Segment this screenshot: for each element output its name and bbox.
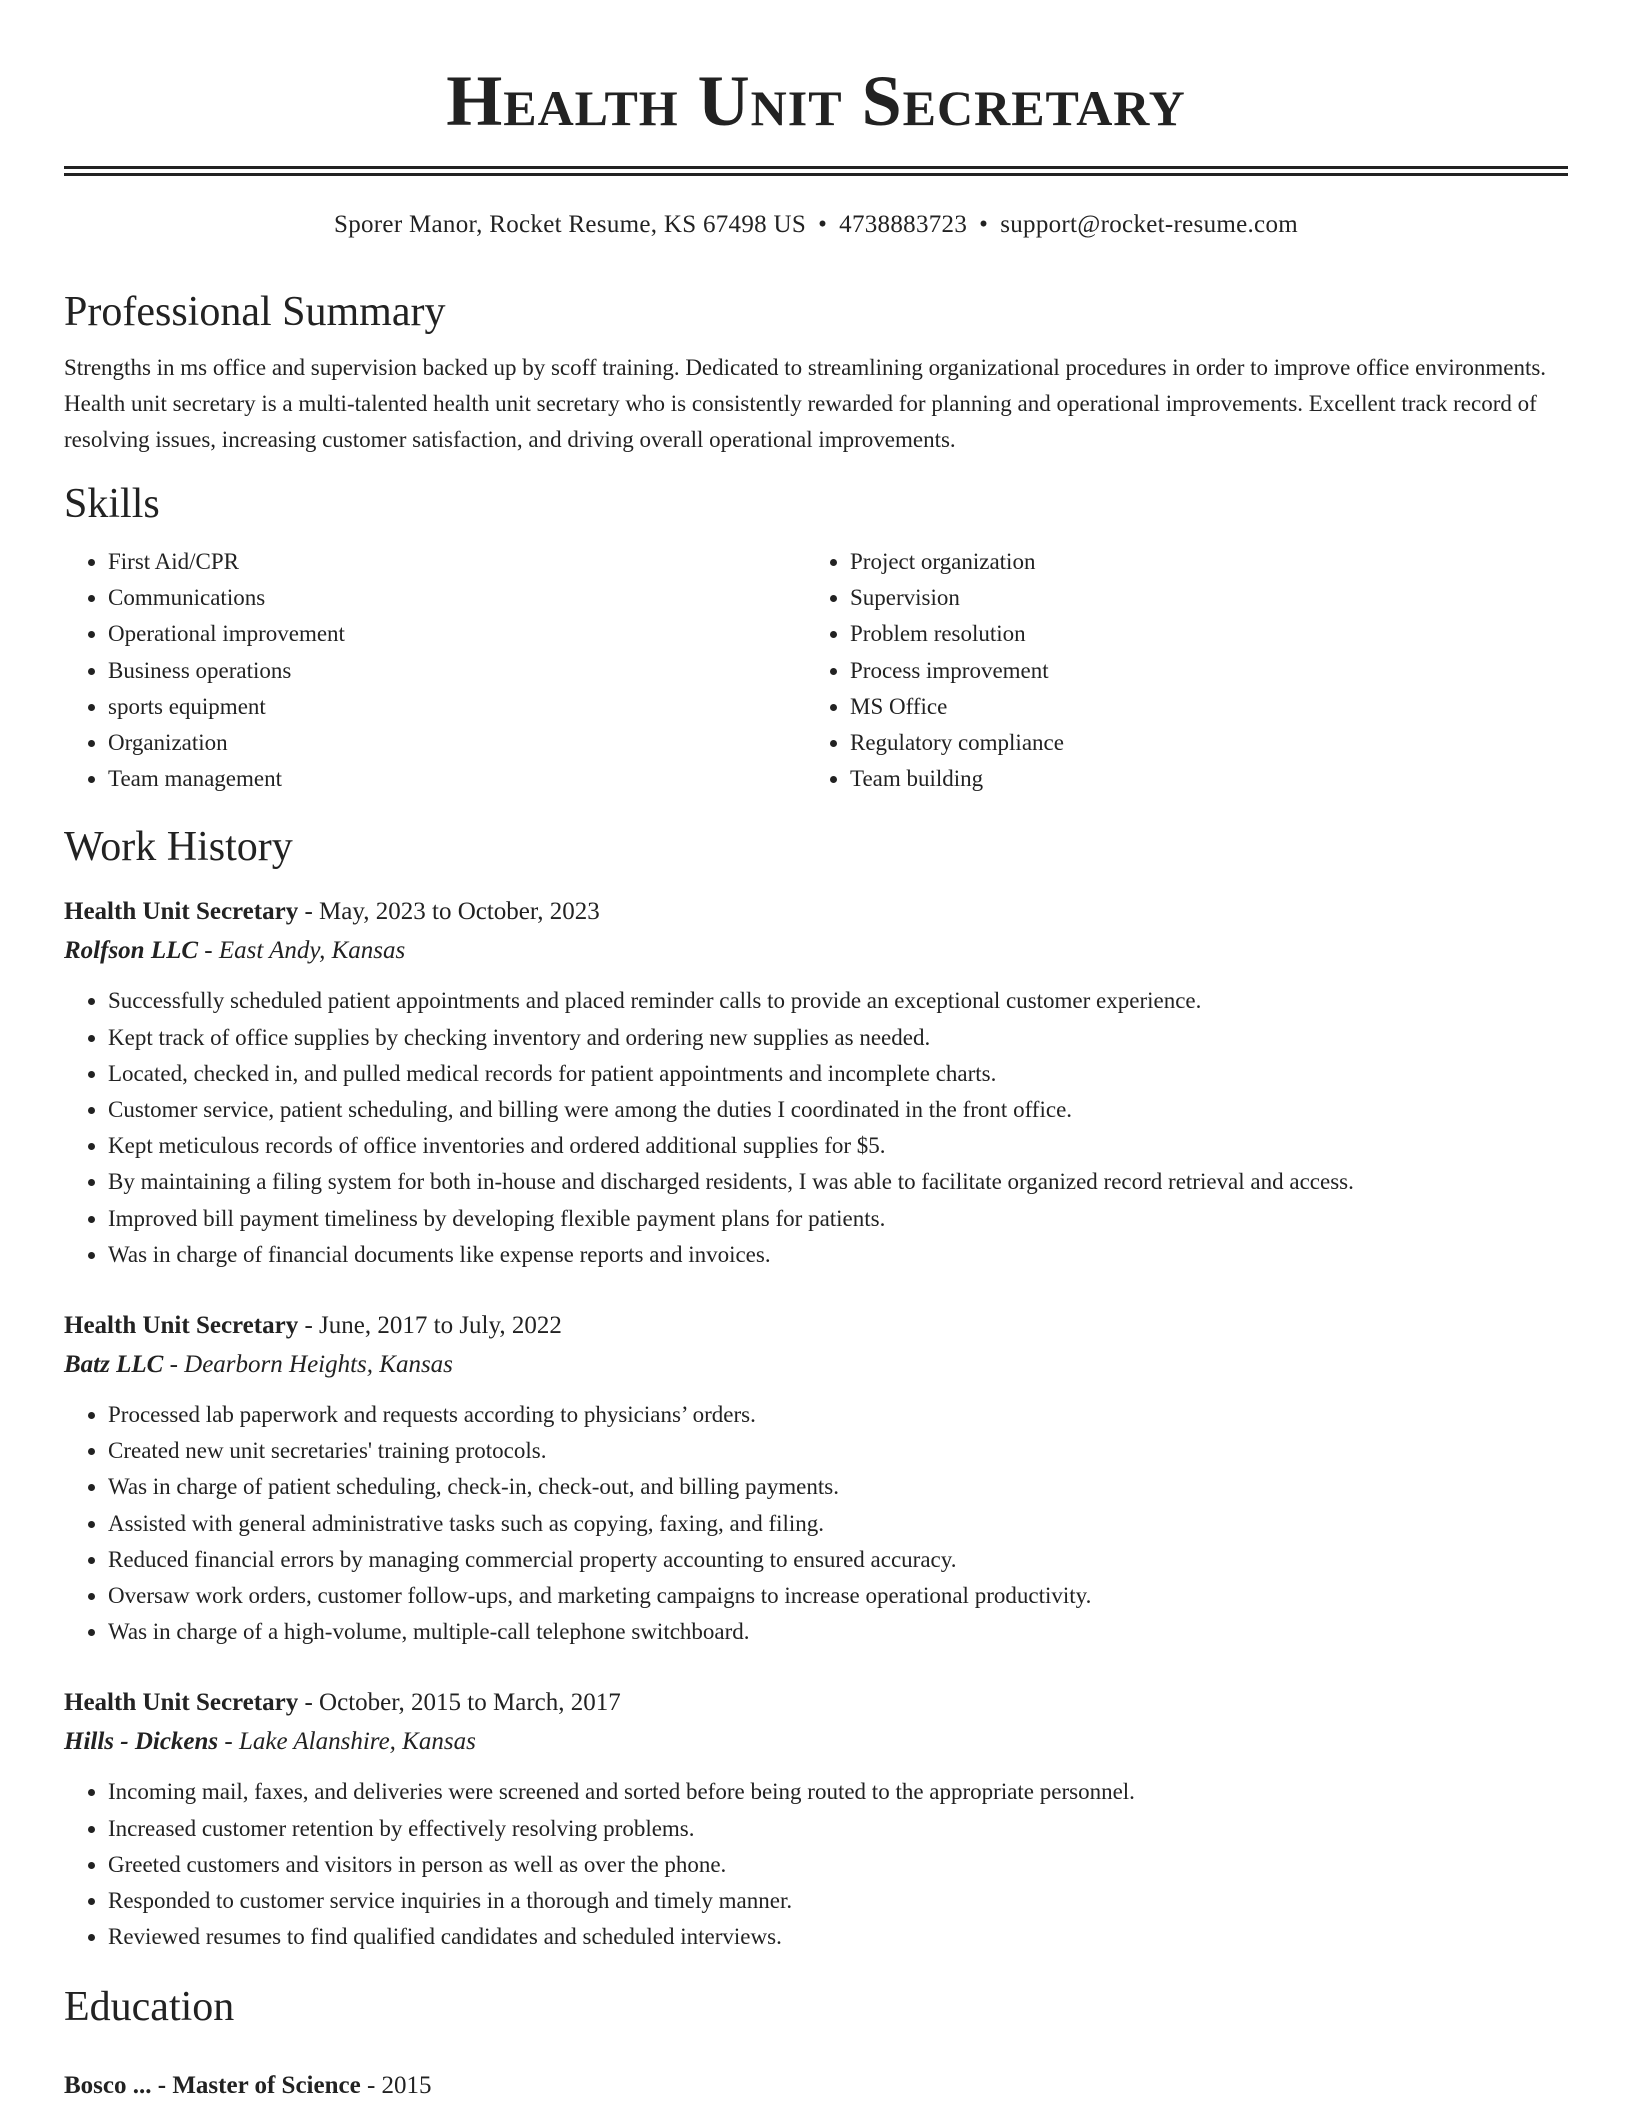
- job-bullet: • Reduced financial errors by managing commercial property accounting to ensured accuracy.: [108, 1542, 1568, 1578]
- job-location: - East Andy, Kansas: [204, 937, 406, 965]
- job-bullet: • Kept track of office supplies by checking inventory and ordering new supplies as needed.: [108, 1020, 1568, 1056]
- job-bullet: • Was in charge of a high-volume, multiple-call telephone switchboard.: [108, 1614, 1568, 1650]
- job-header: [64, 1684, 1568, 1722]
- job-entry: [64, 1684, 1568, 1955]
- job-company: Hills - Dickens: [64, 1728, 219, 1756]
- job-bullet: • Increased customer retention by effectively resolving problems.: [108, 1811, 1568, 1847]
- job-dates: - May, 2023 to October, 2023: [304, 898, 600, 926]
- job-role: Health Unit Secretary: [64, 1689, 299, 1717]
- job-bullet: • Greeted customers and visitors in person as well as over the phone.: [108, 1847, 1568, 1883]
- job-bullet: • Incoming mail, faxes, and deliveries were screened and sorted before being routed to the appropriate personnel.: [108, 1774, 1568, 1810]
- job-bullet: • Processed lab paperwork and requests according to physicians’ orders.: [108, 1397, 1568, 1433]
- section-title-skills: Skills: [64, 481, 160, 527]
- job-location: - Lake Alanshire, Kansas: [224, 1728, 476, 1756]
- contact-phone: 4738883723: [839, 211, 968, 238]
- section-title-summary: Professional Summary: [64, 289, 446, 335]
- job-bullet: • Reviewed resumes to find qualified candidates and scheduled interviews.: [108, 1919, 1568, 1955]
- contact-email: support@rocket-resume.com: [1000, 211, 1298, 238]
- job-company-line: [64, 1345, 1568, 1385]
- job-bullet: • Oversaw work orders, customer follow-ups, and marketing campaigns to increase operational productivity.: [108, 1578, 1568, 1614]
- education-degree: Bosco ... - Master of Science: [64, 2072, 361, 2100]
- skill-item: • Team management: [108, 761, 806, 797]
- resume-title: Health Unit Secretary: [446, 61, 1186, 141]
- job-company-line: [64, 1722, 1568, 1762]
- job-bullets: [64, 983, 1568, 1273]
- job-role: Health Unit Secretary: [64, 898, 299, 926]
- job-bullet: • Located, checked in, and pulled medical records for patient appointments and incomplete charts.: [108, 1056, 1568, 1092]
- skill-item: • Regulatory compliance: [850, 725, 1548, 761]
- job-bullets: [64, 1774, 1568, 1955]
- job-header: [64, 893, 1568, 931]
- skill-item: • Project organization: [850, 544, 1548, 580]
- job-bullet: • Customer service, patient scheduling, and billing were among the duties I coordinated in the front office.: [108, 1092, 1568, 1128]
- job-company: Rolfson LLC: [64, 937, 199, 965]
- education-entry: [64, 2067, 1568, 2105]
- job-company: Batz LLC: [64, 1351, 164, 1379]
- job-dates: - June, 2017 to July, 2022: [304, 1312, 562, 1340]
- job-bullet: • Responded to customer service inquiries in a thorough and timely manner.: [108, 1883, 1568, 1919]
- job-entry: [64, 893, 1568, 1273]
- job-dates: - October, 2015 to March, 2017: [304, 1689, 621, 1717]
- contact-separator: •: [818, 211, 828, 238]
- job-entry: [64, 1307, 1568, 1650]
- job-bullet: • By maintaining a filing system for both in-house and discharged residents, I was able to facilitate organized record retrieval and access.: [108, 1164, 1568, 1200]
- job-location: - Dearborn Heights, Kansas: [169, 1351, 453, 1379]
- skill-item: • First Aid/CPR: [108, 544, 806, 580]
- skill-item: • MS Office: [850, 689, 1548, 725]
- skills-list-left: [64, 544, 806, 797]
- job-bullet: • Successfully scheduled patient appointments and placed reminder calls to provide an exceptional customer experience.: [108, 983, 1568, 1019]
- skill-item: • Communications: [108, 580, 806, 616]
- job-role: Health Unit Secretary: [64, 1312, 299, 1340]
- job-bullet: • Kept meticulous records of office inventories and ordered additional supplies for $5.: [108, 1128, 1568, 1164]
- job-company-line: [64, 931, 1568, 971]
- contact-separator: •: [979, 211, 989, 238]
- skill-item: • sports equipment: [108, 689, 806, 725]
- skill-item: • Team building: [850, 761, 1548, 797]
- job-bullet: • Improved bill payment timeliness by developing flexible payment plans for patients.: [108, 1201, 1568, 1237]
- skill-item: • Business operations: [108, 653, 806, 689]
- contact-address: Sporer Manor, Rocket Resume, KS 67498 US: [334, 211, 807, 238]
- section-title-education: Education: [64, 1984, 235, 2031]
- section-title-work-history: Work History: [64, 824, 293, 871]
- job-bullets: [64, 1397, 1568, 1650]
- skills-list-right: [806, 544, 1548, 797]
- skills-columns: [64, 544, 1568, 797]
- skill-item: • Problem resolution: [850, 616, 1548, 652]
- job-bullet: • Was in charge of patient scheduling, check-in, check-out, and billing payments.: [108, 1469, 1568, 1505]
- summary-text: Strengths in ms office and supervision backed up by scoff training. Dedicated to streamlining organizational procedures in order to improve office environments. Health unit secretary is a multi-talented health unit secretary who is consistently rewarded for planning and operational improvements. Excellent track record of resolving issues, increasing customer satisfaction, and driving overall operational improvements.: [64, 355, 1547, 452]
- job-bullet: • Assisted with general administrative tasks such as copying, faxing, and filing.: [108, 1506, 1568, 1542]
- education-dates: - 2015: [366, 2072, 432, 2100]
- title-double-rule: [64, 166, 1568, 176]
- skill-item: • Operational improvement: [108, 616, 806, 652]
- skill-item: • Process improvement: [850, 653, 1548, 689]
- skill-item: • Organization: [108, 725, 806, 761]
- job-bullet: • Created new unit secretaries' training protocols.: [108, 1433, 1568, 1469]
- skill-item: • Supervision: [850, 580, 1548, 616]
- contact-line: [64, 208, 1568, 242]
- job-header: [64, 1307, 1568, 1345]
- job-bullet: • Was in charge of financial documents like expense reports and invoices.: [108, 1237, 1568, 1273]
